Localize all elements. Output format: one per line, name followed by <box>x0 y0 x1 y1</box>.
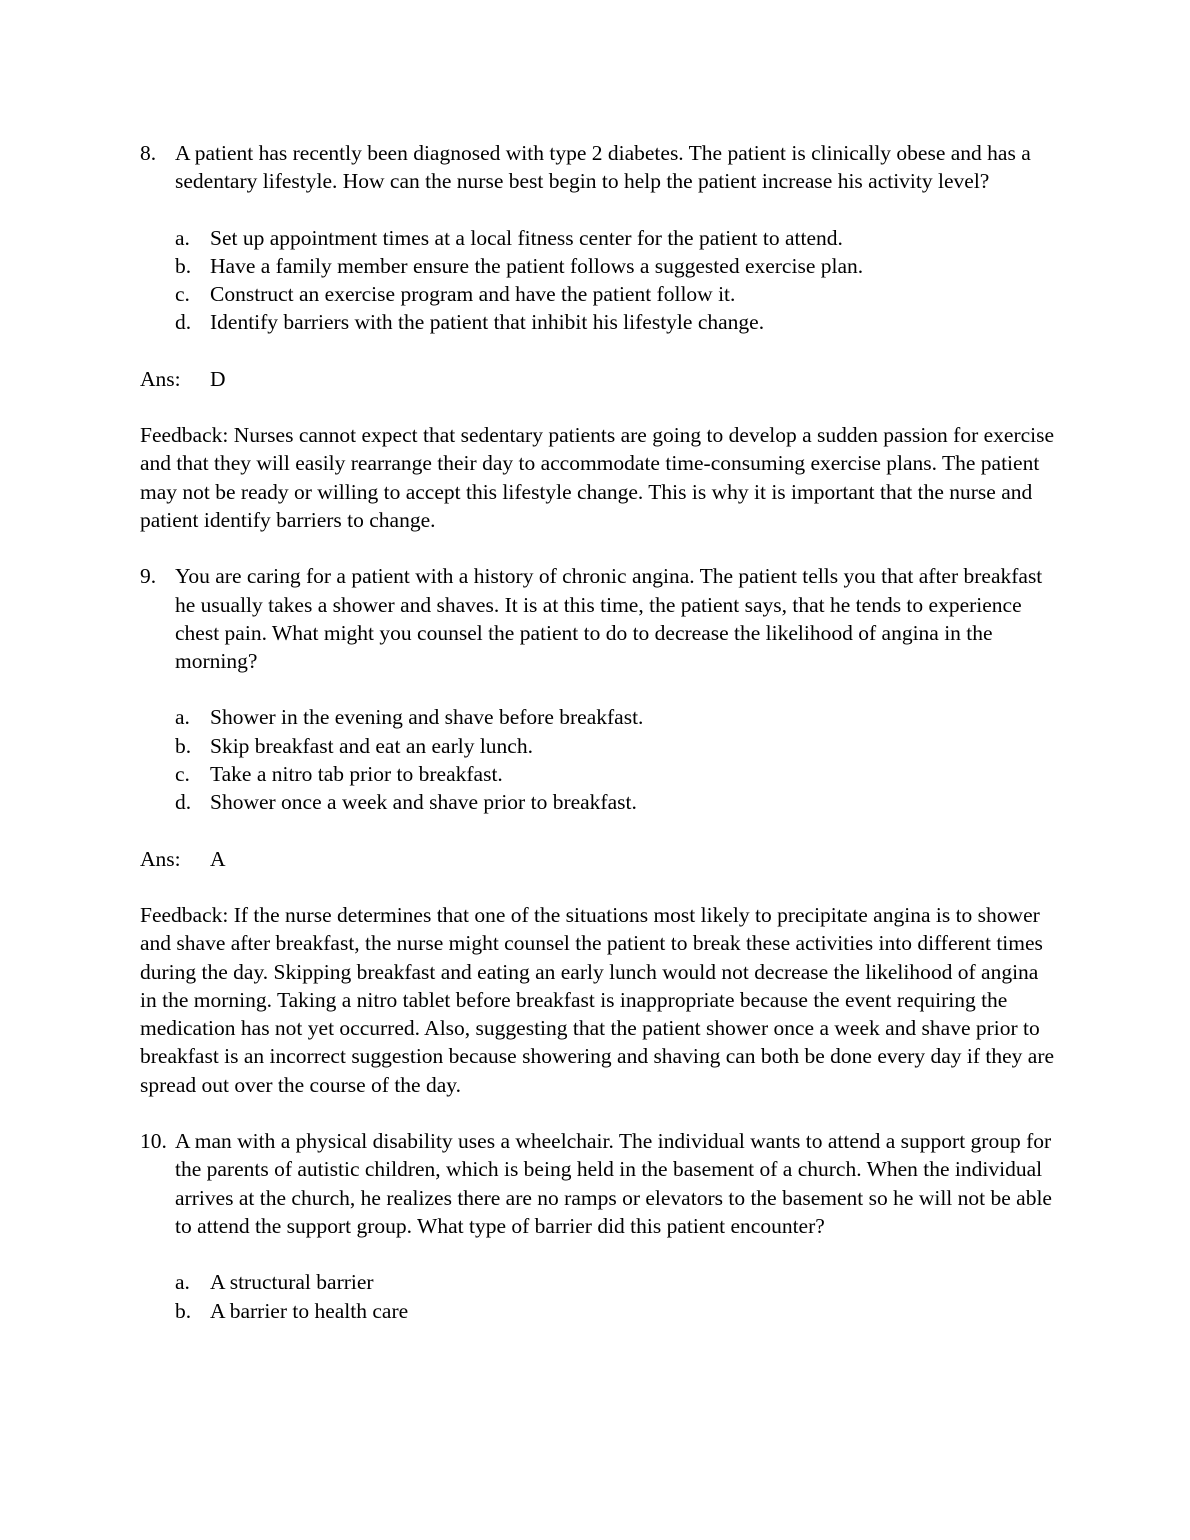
document-page <box>140 139 1060 1325</box>
question-number: 10. <box>140 1129 167 1154</box>
option-letter: a. <box>175 1270 190 1295</box>
option-text: A structural barrier <box>210 1270 374 1295</box>
option-text: Shower once a week and shave prior to breakfast. <box>210 790 637 815</box>
option-b <box>175 732 1060 760</box>
answer-line <box>140 845 1060 873</box>
option-text: Skip breakfast and eat an early lunch. <box>210 733 533 758</box>
option-text: Identify barriers with the patient that inhibit his lifestyle change. <box>210 310 765 335</box>
option-letter: d. <box>175 790 192 815</box>
question-text: A man with a physical disability uses a wheelchair. The individual wants to attend a support group for the parents of autistic children, which is being held in the basement of a church. When the individual arrives at the church, he realizes there are no ramps or elevators to the basement so he will not be able to attend the support group. What type of barrier did this patient encounter? <box>175 1129 1052 1238</box>
question-10 <box>140 1127 1060 1240</box>
option-text: Construct an exercise program and have the patient follow it. <box>210 282 736 307</box>
options-list <box>175 1268 1060 1325</box>
option-d <box>175 308 1060 336</box>
option-c <box>175 760 1060 788</box>
option-c <box>175 280 1060 308</box>
answer-line <box>140 365 1060 393</box>
option-text: Have a family member ensure the patient follows a suggested exercise plan. <box>210 253 864 278</box>
answer-label: Ans: <box>140 366 181 391</box>
options-list <box>175 224 1060 337</box>
options-list <box>175 703 1060 816</box>
option-a <box>175 703 1060 731</box>
option-a <box>175 224 1060 252</box>
option-letter: d. <box>175 310 192 335</box>
answer-value: D <box>210 366 226 391</box>
question-number: 9. <box>140 564 157 589</box>
feedback-text: Feedback: Nurses cannot expect that sedentary patients are going to develop a sudden passion for exercise and that they will easily rearrange their day to accommodate time-consuming exercise plans. The patient may not be ready or willing to accept this lifestyle change. This is why it is important that the nurse and patient identify barriers to change. <box>140 423 1055 532</box>
feedback-text: Feedback: If the nurse determines that one of the situations most likely to precipitate angina is to shower and shave after breakfast, the nurse might counsel the patient to break these activities into different times during the day. Skipping breakfast and eating an early lunch would not decrease the likelihood of angina in the morning. Taking a nitro tablet before breakfast is inappropriate because the event requiring the medication has not yet occurred. Also, suggesting that the patient shower once a week and shave prior to breakfast is an incorrect suggestion because showering and shaving can both be done every day if they are spread out over the course of the day. <box>140 902 1055 1097</box>
option-text: Shower in the evening and shave before breakfast. <box>210 705 644 730</box>
option-letter: b. <box>175 1298 192 1323</box>
option-letter: b. <box>175 253 192 278</box>
option-letter: c. <box>175 762 190 787</box>
answer-value: A <box>210 846 226 871</box>
question-8 <box>140 139 1060 196</box>
option-text: Take a nitro tab prior to breakfast. <box>210 762 503 787</box>
question-text: A patient has recently been diagnosed with type 2 diabetes. The patient is clinically obese and has a sedentary lifestyle. How can the nurse best begin to help the patient increase his activity level? <box>175 141 1031 194</box>
option-letter: a. <box>175 225 190 250</box>
question-9 <box>140 562 1060 675</box>
option-b <box>175 252 1060 280</box>
answer-label: Ans: <box>140 846 181 871</box>
option-a <box>175 1268 1060 1296</box>
option-letter: a. <box>175 705 190 730</box>
option-d <box>175 788 1060 816</box>
option-text: A barrier to health care <box>210 1298 409 1323</box>
question-number: 8. <box>140 141 157 165</box>
option-b <box>175 1297 1060 1325</box>
question-text: You are caring for a patient with a history of chronic angina. The patient tells you that after breakfast he usually takes a shower and shaves. It is at this time, the patient says, that he tends to experience chest pain. What might you counsel the patient to do to decrease the likelihood of angina in the morning? <box>175 564 1043 674</box>
option-text: Set up appointment times at a local fitness center for the patient to attend. <box>210 225 843 250</box>
option-letter: c. <box>175 282 190 307</box>
option-letter: b. <box>175 733 192 758</box>
